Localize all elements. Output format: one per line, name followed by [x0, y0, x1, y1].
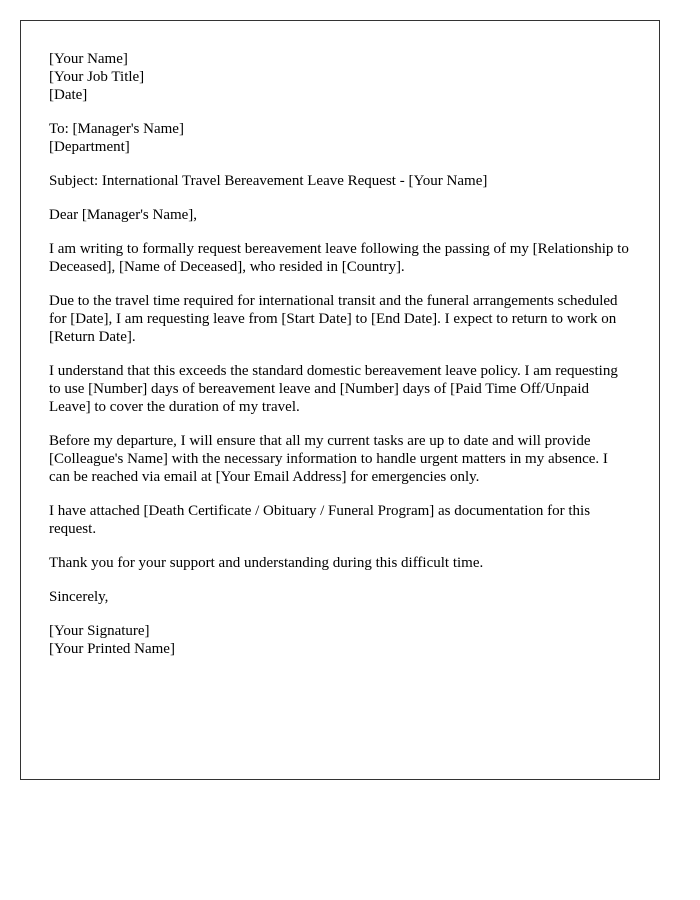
body-paragraph-3: I understand that this exceeds the standard domestic bereavement leave policy. I am requesting to use [Number] days of bereavement leave and [Number] days of [Paid Time Off/Unpaid Leave] to cover the duration of my travel.: [49, 363, 618, 415]
sender-job-title: [Your Job Title]: [49, 69, 145, 85]
sender-name: [Your Name]: [49, 51, 128, 67]
letter-page: [20, 20, 660, 780]
body-paragraph-5: I have attached [Death Certificate / Obituary / Funeral Program] as documentation for this request.: [49, 503, 591, 537]
body-paragraph-6: Thank you for your support and understanding during this difficult time.: [49, 555, 484, 571]
closing: Sincerely,: [49, 589, 109, 605]
signature-block: [49, 622, 631, 658]
sender-date: [Date]: [49, 87, 88, 103]
body-paragraph-4: Before my departure, I will ensure that all my current tasks are up to date and will provide [Colleague's Name] with the necessary information to handle urgent matters in my absence. I can be reached via email at [Your Email Address] for emergencies only.: [49, 433, 608, 485]
recipient-department: [Department]: [49, 139, 130, 155]
signature-line: [Your Signature]: [49, 623, 150, 639]
recipient-to-line: To: [Manager's Name]: [49, 121, 184, 137]
salutation: Dear [Manager's Name],: [49, 207, 198, 223]
printed-name: [Your Printed Name]: [49, 641, 175, 657]
body-paragraph-1: I am writing to formally request bereavement leave following the passing of my [Relationship to Deceased], [Name of Deceased], who resided in [Country].: [49, 241, 629, 275]
subject-line: Subject: International Travel Bereavement Leave Request - [Your Name]: [49, 173, 488, 189]
sender-block: [49, 50, 631, 104]
recipient-block: [49, 120, 631, 156]
body-paragraph-2: Due to the travel time required for international transit and the funeral arrangements scheduled for [Date], I am requesting leave from [Start Date] to [End Date]. I expect to return to work on [Return Date].: [49, 293, 618, 345]
